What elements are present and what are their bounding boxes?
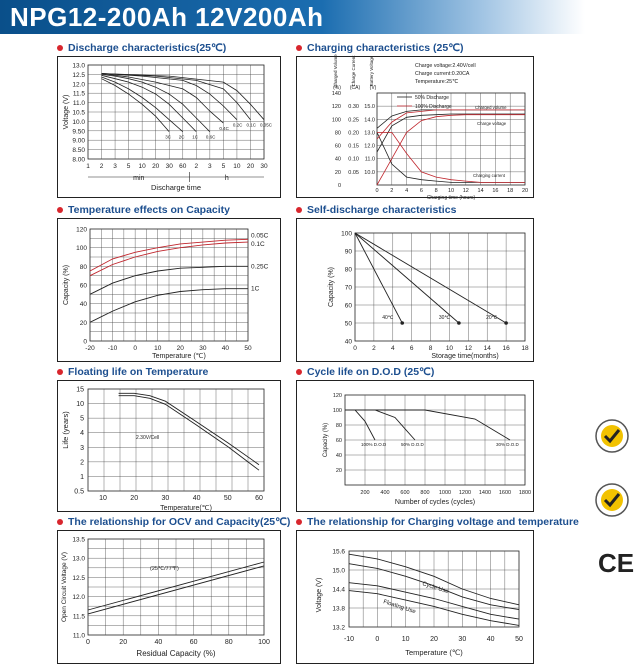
y-tick-label: 12.5	[72, 71, 85, 79]
y-tick-label: 80	[79, 263, 87, 271]
series-label: 1C	[192, 134, 199, 140]
x-tick-label: 10	[99, 495, 107, 502]
chart-discharge	[57, 56, 281, 198]
x-tick-label: 30	[458, 636, 467, 643]
series-label: 20℃	[486, 315, 498, 321]
y-tick-label: 0.5	[74, 488, 84, 496]
x-unit-label: min	[133, 175, 145, 182]
x-tick-label: 3	[208, 163, 212, 170]
y-unit-symbol: (V)	[369, 85, 377, 91]
y-tick-label: 14.0	[364, 117, 375, 124]
section-title-text: Floating life on Temperature	[68, 366, 209, 378]
chart-temperature-svg	[58, 219, 280, 361]
y-tick-label: 80	[335, 423, 342, 429]
y-tick-label: 20	[335, 468, 342, 474]
series-line	[355, 233, 459, 323]
x-tick-label: 10	[154, 345, 162, 352]
sgs-seal-icon-svg	[594, 418, 630, 454]
section-title-floating-life	[57, 366, 208, 378]
y-tick-label: 13.8	[332, 605, 345, 613]
chart-charging-voltage-svg	[297, 531, 533, 663]
y-tick-label: 14.4	[332, 586, 345, 594]
y-unit-label: Charge Current	[351, 55, 356, 87]
y-axis-label: Life (years)	[61, 411, 70, 449]
series-label: 0.25C	[251, 263, 269, 271]
x-tick-label: -20	[85, 345, 95, 352]
end-point-marker	[400, 321, 404, 325]
series-label: 0.05C	[260, 122, 273, 128]
series-label: 2C	[178, 134, 185, 140]
chart-note: Temperature:25℃	[415, 79, 459, 85]
y-tick-label: 11.5	[72, 90, 85, 98]
page-title: NPG12-200Ah 12V200Ah	[10, 2, 324, 32]
y-tick-label: 12.0	[72, 81, 85, 89]
x-tick-label: 1	[86, 163, 90, 170]
x-tick-label: 2	[194, 163, 199, 170]
x-tick-label: 5	[126, 163, 131, 170]
y-axis-label: Voltage (V)	[316, 577, 323, 613]
x-tick-label: 1000	[438, 490, 452, 496]
x-tick-label: 10	[401, 636, 410, 643]
x-tick-label: 60	[179, 163, 187, 170]
series-label: 0.6C	[205, 134, 216, 140]
series-label: 0.05C	[251, 232, 269, 240]
section-title-text: Discharge characteristics(25℃)	[68, 42, 227, 54]
x-tick-label: 40	[154, 639, 163, 646]
x-tick-label: 10	[233, 163, 241, 170]
x-tick-label: 16	[502, 345, 510, 352]
y-tick-label: 15.0	[364, 104, 375, 111]
y-tick-label: 100	[331, 117, 341, 124]
x-tick-label: 10	[138, 163, 146, 170]
y-tick-label: 10	[76, 401, 84, 409]
chart-ocv-svg	[58, 531, 280, 663]
sgs-seal-icon-svg	[594, 482, 630, 518]
y-axis-label: Capacity (%)	[323, 422, 329, 458]
x-tick-label: 12	[464, 345, 472, 352]
y-tick-label: 100	[332, 408, 342, 414]
y-tick-label: 12.5	[72, 574, 85, 582]
y-unit-symbol: (%)	[333, 85, 341, 91]
x-tick-label: 10	[447, 188, 455, 194]
y-tick-label: 15.6	[332, 548, 345, 556]
chart-floating-life-svg	[58, 381, 280, 511]
x-tick-label: 0	[86, 639, 90, 646]
section-title-ocv	[57, 516, 290, 528]
x-axis-label: Discharge time	[150, 183, 202, 192]
y-tick-label: 0.05	[348, 169, 359, 176]
section-title-temperature	[57, 204, 230, 216]
x-tick-label: 6	[419, 188, 423, 194]
curve-label: Charged volume	[475, 105, 507, 110]
series-line	[355, 233, 402, 323]
section-title-discharge	[57, 42, 226, 54]
chart-charging-svg	[297, 54, 533, 201]
bullet-icon	[296, 519, 302, 525]
y-tick-label: 4	[80, 430, 84, 438]
end-point-marker	[504, 321, 508, 325]
chart-cycle-life	[296, 380, 534, 512]
x-tick-label: 18	[507, 188, 514, 194]
y-tick-label: 70	[344, 284, 352, 292]
x-tick-label: 5	[221, 163, 226, 170]
x-tick-label: 60	[255, 495, 263, 502]
y-axis-label: Capacity (%)	[63, 264, 70, 306]
section-title-cycle-life	[296, 366, 434, 378]
y-tick-label: 0.10	[348, 156, 359, 163]
y-tick-label: 1	[80, 473, 84, 481]
chart-charging	[296, 54, 534, 201]
x-tick-label: 40	[192, 495, 201, 502]
x-tick-label: 20	[152, 163, 160, 170]
y-tick-label: 40	[344, 338, 352, 346]
x-tick-label: 8	[428, 345, 433, 352]
x-tick-label: 400	[380, 490, 390, 496]
x-tick-label: 3	[113, 163, 117, 170]
x-tick-label: 30	[260, 163, 268, 170]
series-label: 40℃	[382, 315, 394, 321]
series-line	[119, 396, 259, 471]
y-tick-label: 5	[80, 415, 84, 423]
y-axis-label: Open Circuit Voltage (V)	[61, 551, 68, 623]
x-tick-label: 100	[258, 639, 270, 646]
series-label: 0.2C	[232, 122, 243, 128]
y-tick-label: 12.0	[364, 143, 375, 150]
x-axis-label: Storage time(months)	[431, 353, 499, 360]
bullet-icon	[296, 207, 302, 213]
x-tick-label: 50	[223, 495, 232, 502]
y-tick-label: 60	[79, 282, 87, 290]
series-label: 30℃	[438, 315, 451, 321]
x-tick-label: 8	[434, 188, 438, 194]
bullet-icon	[57, 45, 63, 51]
series-label: 0.1C	[246, 122, 256, 128]
x-tick-label: 1200	[458, 490, 472, 496]
x-tick-label: 40	[486, 636, 495, 643]
legend-label: 100% Discharge	[415, 104, 452, 110]
series-label: Floating Use	[382, 599, 417, 616]
y-tick-label: 10.0	[364, 169, 375, 176]
y-tick-label: 9.00	[72, 137, 85, 145]
header-banner	[0, 0, 585, 34]
x-tick-label: 0	[353, 345, 357, 352]
y-tick-label: 0	[337, 183, 341, 189]
section-title-text: The relationship for Charging voltage and temperature	[307, 516, 579, 528]
y-tick-label: 100	[341, 230, 352, 238]
y-tick-label: 80	[344, 266, 352, 274]
x-tick-label: 14	[483, 345, 491, 352]
x-tick-label: 200	[360, 490, 370, 496]
y-tick-label: 10.0	[72, 118, 85, 126]
x-tick-label: 16	[492, 188, 499, 194]
x-tick-label: 2	[372, 345, 376, 352]
x-unit-label: h	[224, 175, 229, 182]
y-tick-label: 13.0	[72, 555, 85, 563]
y-tick-label: 120	[332, 393, 342, 399]
series-label: 1C	[251, 285, 260, 293]
x-tick-label: 20	[130, 495, 139, 502]
y-tick-label: 8.50	[72, 147, 85, 155]
y-unit-label: Charged Volume	[333, 54, 338, 88]
y-tick-label: 20	[79, 319, 87, 327]
chart-discharge-svg	[58, 57, 280, 197]
y-tick-label: 90	[344, 248, 352, 256]
series-label: 0.4C	[219, 126, 229, 132]
y-tick-label: 13.2	[332, 624, 345, 632]
x-tick-label: 1600	[498, 490, 512, 496]
curve-label: Charge voltage	[477, 121, 507, 126]
x-tick-label: 30	[161, 495, 170, 502]
x-tick-label: 0	[375, 188, 379, 194]
x-tick-label: 20	[521, 188, 529, 194]
x-tick-label: 2	[99, 163, 104, 170]
y-tick-label: 0.30	[348, 104, 359, 111]
section-title-charging-voltage	[296, 516, 579, 528]
x-tick-label: 20	[119, 639, 128, 646]
x-tick-label: 80	[224, 639, 233, 646]
x-tick-label: 4	[405, 188, 409, 194]
y-tick-label: 40	[334, 156, 341, 163]
series-label: 3C	[165, 134, 171, 140]
y-unit-symbol: (CA)	[349, 85, 361, 91]
chart-note: Charge voltage:2.40V/cell	[415, 63, 476, 69]
curve-label: Charging current	[473, 173, 506, 178]
y-tick-label: 0.15	[348, 143, 359, 150]
bullet-icon	[57, 207, 63, 213]
y-tick-label: 0	[83, 338, 87, 346]
y-tick-label: 120	[76, 226, 87, 234]
series-label: 50% D.O.D	[401, 442, 424, 447]
series-label: Cycle Use	[421, 581, 450, 596]
x-tick-label: 40	[221, 345, 230, 352]
y-tick-label: 50	[344, 320, 352, 328]
series-label: 30% D.O.D	[496, 442, 519, 447]
x-tick-label: 50	[244, 345, 252, 352]
x-tick-label: 0	[375, 636, 380, 643]
section-title-text: Temperature effects on Capacity	[68, 204, 231, 216]
y-tick-label: 11.0	[364, 156, 375, 163]
x-tick-label: 20	[246, 163, 255, 170]
x-tick-label: 800	[420, 490, 430, 496]
x-tick-label: 18	[521, 345, 529, 352]
x-tick-label: 600	[400, 490, 410, 496]
x-axis-label: Charging time (hours)	[426, 195, 476, 201]
x-tick-label: 20	[430, 636, 438, 643]
y-tick-label: 140	[331, 91, 341, 97]
y-tick-label: 40	[335, 453, 342, 459]
y-tick-label: 15.0	[332, 567, 345, 575]
y-axis-label: Capacity (%)	[328, 266, 335, 308]
bullet-icon	[296, 45, 302, 51]
chart-floating-life	[57, 380, 281, 512]
x-tick-label: 30	[199, 345, 207, 352]
series-label: 0.1C	[251, 241, 265, 249]
y-tick-label: 8.00	[72, 156, 85, 164]
y-tick-label: 3	[80, 444, 84, 452]
x-tick-label: -10	[343, 636, 355, 643]
section-title-self-discharge	[296, 204, 456, 216]
x-tick-label: 4	[390, 345, 395, 352]
section-title-text: Cycle life on D.O.D (25℃)	[307, 366, 435, 378]
section-title-charging	[296, 42, 464, 54]
chart-cycle-life-svg	[297, 381, 533, 511]
x-tick-label: 60	[189, 639, 198, 646]
bullet-icon	[57, 519, 63, 525]
series-line	[102, 74, 224, 124]
y-unit-label: Battery Voltage	[369, 55, 374, 87]
x-tick-label: 50	[515, 636, 523, 643]
x-tick-label: 1400	[478, 490, 492, 496]
series-line	[102, 79, 170, 132]
y-tick-label: 120	[331, 104, 341, 111]
x-axis-label: Temperature (℃)	[152, 353, 206, 360]
y-tick-label: 15	[76, 386, 84, 394]
bullet-icon	[57, 369, 63, 375]
bullet-icon	[296, 369, 302, 375]
x-tick-label: 0	[133, 345, 137, 352]
chart-charging-voltage	[296, 530, 534, 664]
ce-mark: CE	[598, 548, 635, 578]
x-tick-label: 14	[477, 188, 484, 194]
y-tick-label: 11.5	[72, 613, 85, 621]
y-tick-label: 13.0	[364, 130, 375, 137]
x-tick-label: 10	[445, 345, 454, 352]
y-tick-label: 12.0	[72, 594, 85, 602]
y-tick-label: 0.20	[348, 130, 359, 137]
y-tick-label: 9.50	[72, 128, 85, 136]
x-tick-label: 6	[409, 345, 414, 352]
series-label: 100% D.O.D	[361, 442, 387, 447]
series-line	[102, 74, 251, 120]
x-axis-label: Temperature (℃)	[405, 648, 463, 657]
x-axis-label: Number of cycles (cycles)	[394, 499, 476, 506]
x-tick-label: 2	[390, 188, 394, 194]
y-tick-label: 100	[76, 245, 87, 253]
y-tick-label: 60	[335, 438, 342, 444]
y-tick-label: 0.25	[348, 117, 359, 124]
x-tick-label: 1800	[518, 490, 532, 496]
y-tick-label: 2	[80, 459, 84, 467]
x-axis-label: Temperature(℃)	[160, 505, 212, 512]
y-tick-label: 20	[334, 169, 341, 176]
y-tick-label: 40	[79, 301, 87, 309]
x-tick-label: 20	[176, 345, 184, 352]
chart-annotation: (25℃/77℉)	[150, 566, 179, 572]
y-tick-label: 80	[334, 130, 341, 137]
section-title-text: Self-discharge characteristics	[307, 204, 457, 216]
y-tick-label: 11.0	[72, 100, 85, 108]
chart-self-discharge	[296, 218, 534, 362]
chart-note: Charge current:0.20CA	[415, 71, 470, 77]
y-tick-label: 60	[334, 143, 341, 150]
y-axis-label: Voltage (V)	[63, 94, 70, 130]
chart-self-discharge-svg	[297, 219, 533, 361]
section-title-text: The relationship for OCV and Capacity(25℃)	[68, 516, 291, 528]
legend-label: 50% Discharge	[415, 95, 449, 101]
chart-annotation: 2.30V/Cell	[136, 435, 160, 441]
y-tick-label: 10.5	[72, 109, 85, 117]
y-tick-label: 60	[344, 302, 352, 310]
y-tick-label: 13.5	[72, 536, 85, 544]
y-tick-label: 13.0	[72, 62, 85, 70]
section-title-text: Charging characteristics (25℃)	[307, 42, 464, 54]
end-point-marker	[457, 321, 461, 325]
x-tick-label: -10	[107, 345, 118, 352]
chart-ocv	[57, 530, 281, 664]
plot-frame	[88, 389, 264, 491]
x-axis-label: Residual Capacity (%)	[136, 649, 216, 658]
chart-temperature	[57, 218, 281, 362]
y-tick-label: 11.0	[72, 632, 85, 640]
x-tick-label: 12	[462, 188, 469, 194]
x-tick-label: 30	[165, 163, 173, 170]
